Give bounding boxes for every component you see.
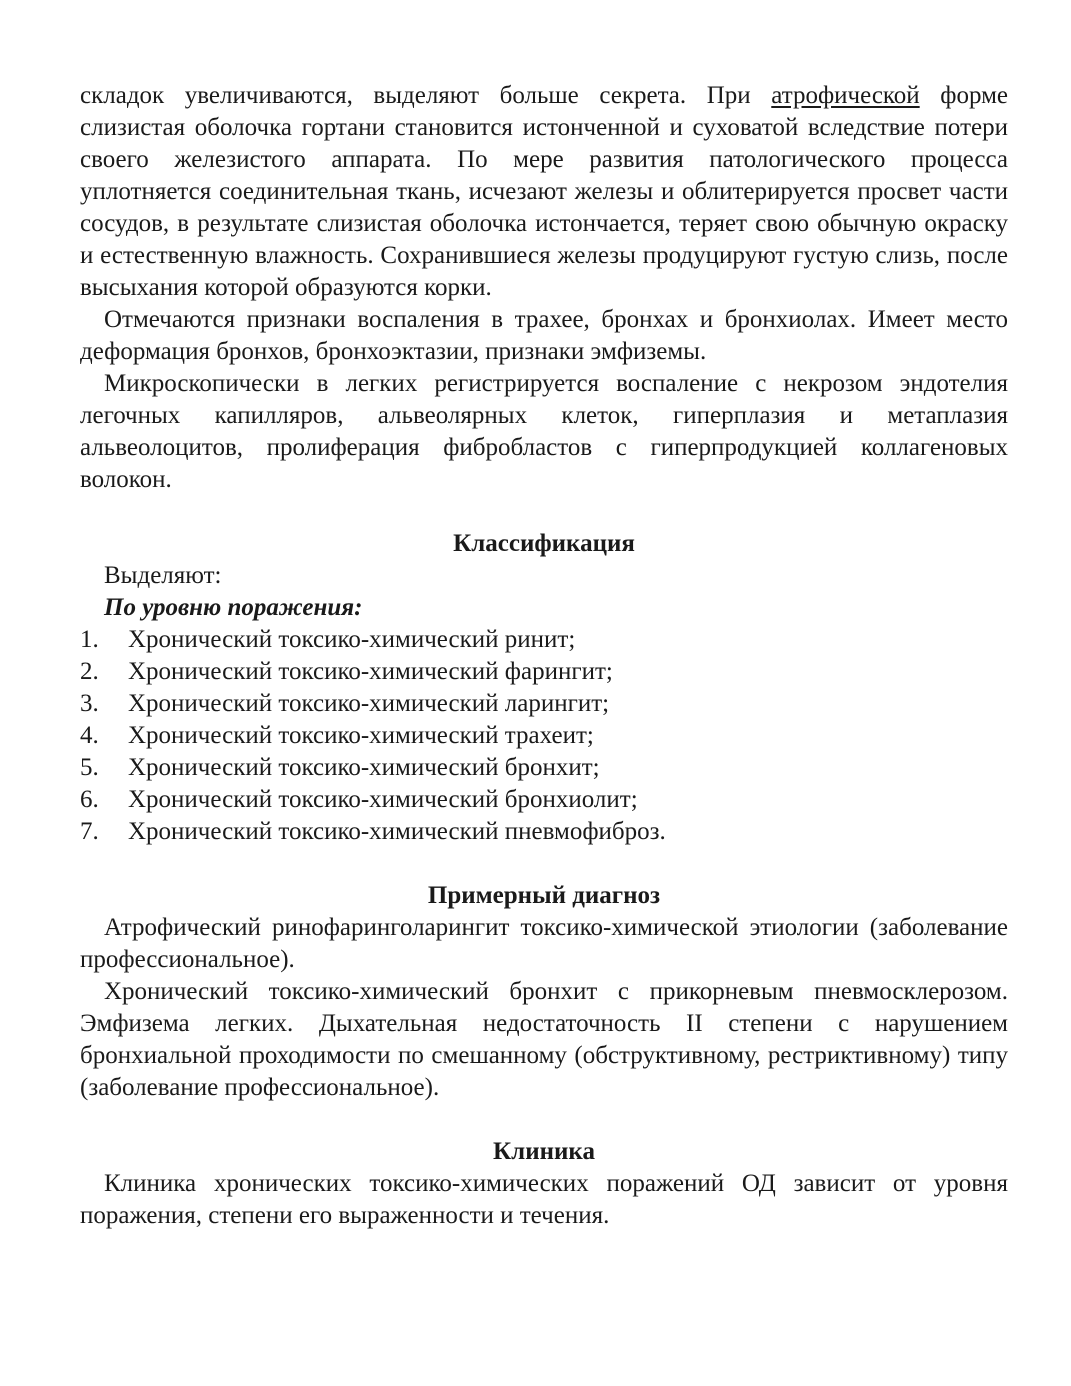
list-item-number: 6.	[80, 786, 99, 813]
spacer	[80, 496, 1008, 528]
list-item-number: 7.	[80, 818, 99, 845]
list-item-text: Хронический токсико-химический ринит;	[128, 626, 576, 653]
classification-intro: Выделяют:	[104, 562, 222, 589]
paragraph-microscopy: Микроскопически в легких регистрируется воспаление с некрозом эндотелия легочных капилляров, альвеолярных клеток, гиперплазия и метаплазия альвеолоцитов, пролиферация фибробластов с гиперпродукцией коллагеновых волокон.	[80, 370, 1008, 493]
paragraph-atrophic-form	[80, 80, 1008, 304]
list-item	[80, 656, 1008, 688]
list-item-text: Хронический токсико-химический фарингит;	[128, 658, 613, 685]
list-item-number: 1.	[80, 626, 99, 653]
paragraph-clinic: Клиника хронических токсико-химических поражений ОД зависит от уровня поражения, степени его выраженности и течения.	[80, 1170, 1008, 1229]
list-item-text: Хронический токсико-химический бронхиолит;	[128, 786, 638, 813]
list-item	[80, 688, 1008, 720]
paragraph-diagnosis-2: Хронический токсико-химический бронхит с прикорневым пневмосклерозом. Эмфизема легких. Дыхательная недостаточность II степени с нарушением бронхиальной проходимости по смешанному (обструктивному, рестриктивному) типу (заболевание профессиональное).	[80, 978, 1008, 1101]
list-item-number: 2.	[80, 658, 99, 685]
list-item-number: 5.	[80, 754, 99, 781]
heading-diagnosis: Примерный диагноз	[427, 882, 661, 909]
paragraph-diagnosis-1: Атрофический ринофаринголарингит токсико-химической этиологии (заболевание профессиональное).	[80, 914, 1008, 973]
text-segment: складок увеличиваются, выделяют больше секрета. При	[80, 82, 772, 109]
list-item	[80, 624, 1008, 656]
list-item-number: 4.	[80, 722, 99, 749]
underlined-term: атрофической	[771, 82, 920, 109]
list-item-text: Хронический токсико-химический ларингит;	[128, 690, 610, 717]
list-item-text: Хронический токсико-химический бронхит;	[128, 754, 600, 781]
list-item	[80, 752, 1008, 784]
list-item	[80, 816, 1008, 848]
list-item-text: Хронический токсико-химический трахеит;	[128, 722, 594, 749]
list-item-number: 3.	[80, 690, 99, 717]
heading-classification: Классификация	[453, 530, 635, 557]
list-item-text: Хронический токсико-химический пневмофиброз.	[128, 818, 666, 845]
classification-list	[80, 624, 1008, 848]
document-page	[80, 80, 1008, 1232]
text-segment: форме слизистая оболочка гортани становится истонченной и суховатой вследствие потери своего железистого аппарата. По мере развития патологического процесса уплотняется соединительная ткань, исчезают железы и облитерируется просвет части сосудов, в результате слизистая оболочка истончается, теряет свою обычную окраску и естественную влажность. Сохранившиеся железы продуцируют густую слизь, после высыхания которой образуются корки.	[80, 82, 1008, 301]
list-item	[80, 784, 1008, 816]
spacer	[80, 1104, 1008, 1136]
list-item	[80, 720, 1008, 752]
spacer	[80, 848, 1008, 880]
classification-subheading: По уровню поражения:	[104, 594, 363, 621]
heading-clinic: Клиника	[493, 1138, 595, 1165]
paragraph-inflammation: Отмечаются признаки воспаления в трахее, бронхах и бронхиолах. Имеет место деформация бронхов, бронхоэктазии, признаки эмфиземы.	[80, 306, 1008, 365]
